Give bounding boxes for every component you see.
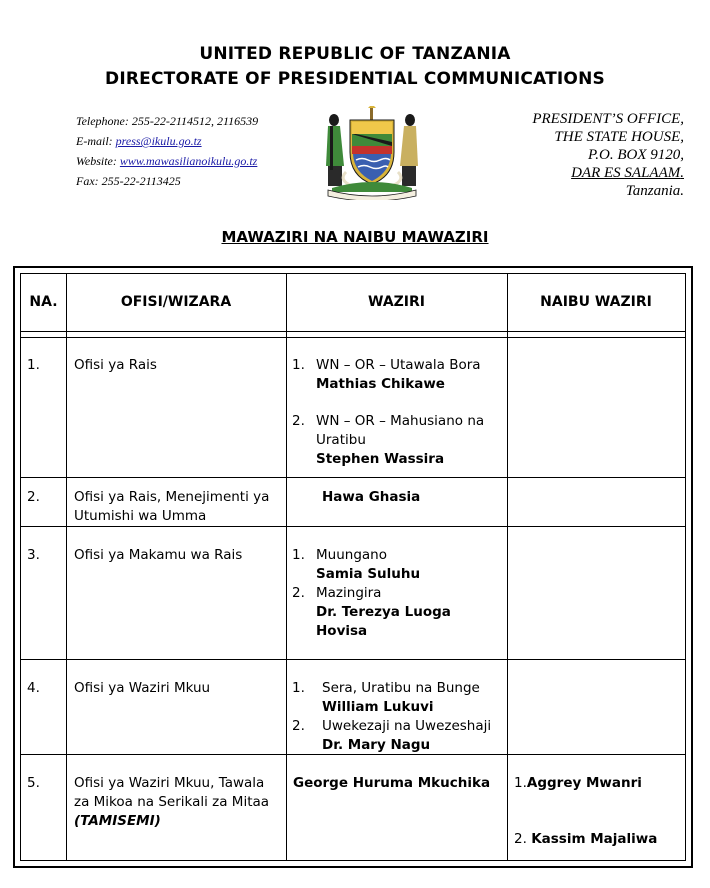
row4-m1-num: 1. (292, 680, 305, 696)
website-line (76, 151, 258, 171)
row1-m1-title: WN – OR – Utawala Bora (316, 357, 481, 373)
row3-m2 (292, 584, 504, 603)
email-line (76, 131, 258, 151)
contact-block (76, 111, 258, 191)
row3-minister (292, 546, 504, 641)
row4-m1 (292, 679, 504, 698)
office-line-5: Tanzania. (625, 183, 684, 199)
website-label: Website: (76, 154, 120, 168)
row5-no: 5. (27, 775, 40, 791)
fax: Fax: 255-22-2113425 (76, 174, 181, 188)
row5-d1-name: Aggrey Mwanri (526, 775, 642, 791)
office-line-2: THE STATE HOUSE, (554, 129, 684, 145)
email-link[interactable]: press@ikulu.go.tz (115, 134, 202, 148)
page-title: MAWAZIRI NA NAIBU MAWAZIRI (221, 228, 489, 246)
row1-m1 (292, 356, 504, 375)
header-minister: WAZIRI (368, 294, 425, 310)
row1-m2 (292, 412, 504, 431)
row5-d2 (514, 830, 684, 849)
row1-m2-title-a: WN – OR – Mahusiano na (316, 413, 485, 429)
row3-m2-title: Mazingira (316, 585, 382, 601)
office-line-4: DAR ES SALAAM. (571, 165, 684, 181)
header-line-1: UNITED REPUBLIC OF TANZANIA (199, 44, 511, 64)
row5-minister: George Huruma Mkuchika (293, 775, 491, 791)
row1-m1-num: 1. (292, 357, 305, 373)
telephone: Telephone: 255-22-2114512, 2116539 (76, 114, 259, 128)
row4-no: 4. (27, 680, 40, 696)
row2-office: Ofisi ya Rais, Menejimenti ya Utumishi wa Umma (74, 489, 270, 524)
row5-office (74, 774, 284, 831)
header-deputy: NAIBU WAZIRI (540, 294, 652, 310)
ministers-table (13, 266, 693, 868)
row1-m1-name: Mathias Chikawe (316, 376, 445, 392)
row1-minister (292, 356, 504, 469)
row4-m2-name: Dr. Mary Nagu (322, 737, 431, 753)
row5-deputy (514, 774, 684, 849)
row1-office: Ofisi ya Rais (74, 357, 157, 373)
row4-office: Ofisi ya Waziri Mkuu (74, 680, 211, 696)
row2-no: 2. (27, 489, 40, 505)
coat-of-arms-icon (318, 106, 426, 200)
row3-m1-name: Samia Suluhu (316, 566, 421, 582)
row5-d1 (514, 774, 684, 793)
row1-no: 1. (27, 357, 40, 373)
row3-m2-name-b: Hovisa (316, 623, 368, 639)
email-label: E-mail: (76, 134, 116, 148)
row3-m1-title: Muungano (316, 547, 387, 563)
row3-office: Ofisi ya Makamu wa Rais (74, 547, 243, 563)
col-divider-2 (286, 274, 287, 860)
office-city: DAR ES SALAAM (571, 165, 681, 181)
row5-d1-num: 1. (514, 775, 527, 791)
row4-m2-title: Uwekezaji na Uwezeshaji (322, 718, 492, 734)
header-no: NA. (29, 294, 58, 310)
col-divider-1 (66, 274, 67, 860)
row3-m2-num: 2. (292, 585, 305, 601)
row1-m2-title-b: Uratibu (316, 432, 366, 448)
table-grid (20, 273, 686, 861)
header-line-2: DIRECTORATE OF PRESIDENTIAL COMMUNICATIONS (105, 69, 605, 89)
row3-m1-num: 1. (292, 547, 305, 563)
row-divider-2 (21, 526, 685, 527)
office-line-3: P.O. BOX 9120, (588, 147, 684, 163)
office-address (532, 110, 684, 200)
row4-m2 (292, 717, 504, 736)
row5-office-c: (TAMISEMI) (74, 813, 161, 829)
row4-m2-num: 2. (292, 718, 305, 734)
website-link[interactable]: www.mawasilianoikulu.go.tz (119, 154, 258, 168)
header-office: OFISI/WIZARA (120, 294, 232, 310)
row4-m1-name: William Lukuvi (322, 699, 434, 715)
row3-no: 3. (27, 547, 40, 563)
row4-minister (292, 679, 504, 755)
row1-m2-num: 2. (292, 413, 305, 429)
row3-m2-name-a: Dr. Terezya Luoga (316, 604, 451, 620)
row-divider-3 (21, 659, 685, 660)
header-double-rule (21, 337, 685, 338)
row5-office-b: za Mikoa na Serikali za Mitaa (74, 794, 270, 810)
header-bottom-rule (21, 331, 685, 332)
row5-d2-name: Kassim Majaliwa (531, 831, 658, 847)
row2-minister: Hawa Ghasia (322, 489, 421, 505)
row3-m1 (292, 546, 504, 565)
row1-m2-name: Stephen Wassira (316, 451, 445, 467)
row5-d2-num: 2. (514, 831, 527, 847)
office-line-1: PRESIDENT’S OFFICE, (532, 111, 684, 127)
row4-m1-title: Sera, Uratibu na Bunge (322, 680, 480, 696)
col-divider-3 (507, 274, 508, 860)
row5-office-a: Ofisi ya Waziri Mkuu, Tawala (74, 775, 265, 791)
row-divider-1 (21, 477, 685, 478)
